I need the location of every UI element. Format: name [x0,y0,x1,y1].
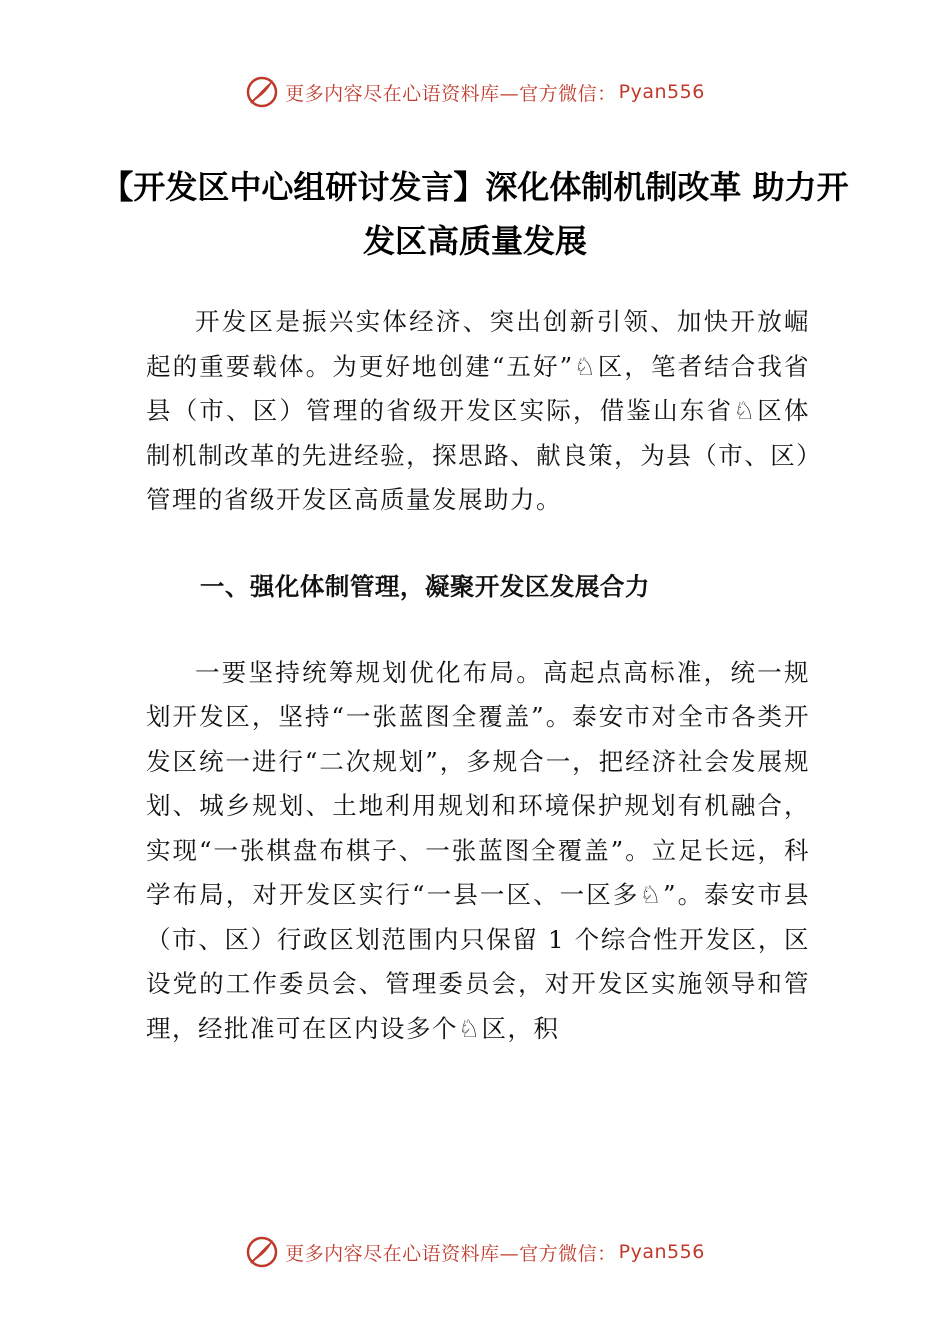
body-paragraph: 一要坚持统筹规划优化布局。高起点高标准，统一规划开发区，坚持“一张蓝图全覆盖”。泰安市对全市各类开发区统一进行“二次规划”，多规合一，把经济社会发展规划、城乡规划、土地利用规划和环境保护规划有机融合，实现“一张棋盘布棋子、一张蓝图全覆盖”。立足长远，科学布局，对开发区实行“一县一区、一区多♘”。泰安市县（市、区）行政区划范围内只保留 1 个综合性开发区，区设党的工作委员会、管理委员会，对开发区实施领导和管理，经批准可在区内设多个♘区，积 [146,657,810,1043]
section-heading: 一、强化体制管理，凝聚开发区发展合力 [199,571,650,601]
footer-banner [0,1232,950,1272]
feather-pen-logo-icon [245,1235,279,1269]
intro-paragraph: 开发区是振兴实体经济、突出创新引领、加快开放崛起的重要载体。为更好地创建“五好”♘区，笔者结合我省县（市、区）管理的省级开发区实际，借鉴山东省♘区体制机制改革的先进经验，探思路、献良策，为县（市、区）管理的省级开发区高质量发展助力。 [146,307,810,514]
feather-pen-logo-icon [245,75,279,109]
document-body [146,300,810,1051]
banner-text: 更多内容尽在心语资料库—官方微信： [285,1242,617,1265]
header-banner [0,72,950,112]
banner-wechat-id: Pyan556 [618,81,705,103]
banner-wechat-id: Pyan556 [618,1241,705,1263]
banner-text: 更多内容尽在心语资料库—官方微信： [285,82,617,105]
document-title: 【开发区中心组研讨发言】深化体制机制改革 助力开发区高质量发展 [101,168,849,260]
